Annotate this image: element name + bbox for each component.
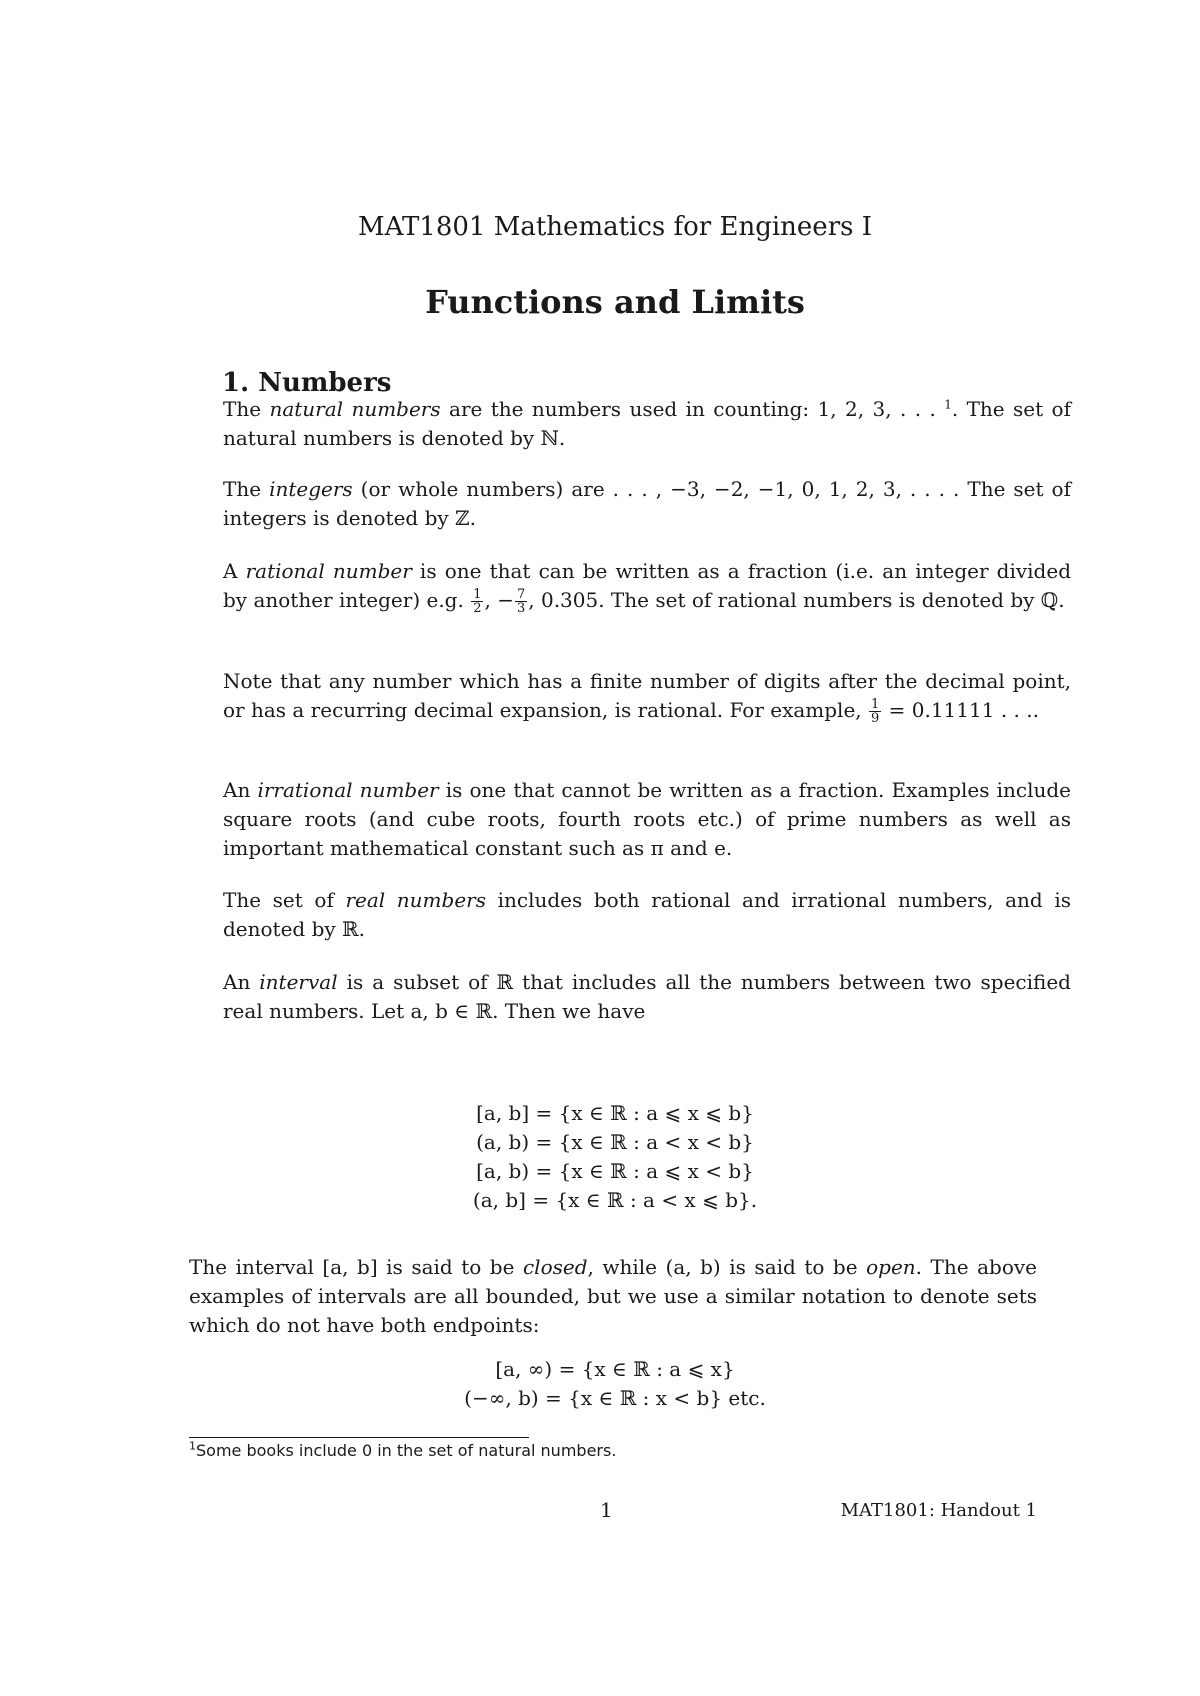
term-closed: closed [522, 1255, 588, 1279]
term-natural-numbers: natural numbers [269, 397, 441, 421]
text-fragment: , while (a, b) is said to be [587, 1255, 867, 1279]
paragraph-natural-numbers [189, 395, 1071, 453]
page-number: 1 [600, 1498, 613, 1522]
paragraph-closed-open [189, 1253, 1037, 1340]
equation-closed-interval: [a, b] = {x ∈ ℝ : a ⩽ x ⩽ b} [476, 1101, 754, 1125]
text-fragment: , 0.305. The set of rational numbers is denoted by ℚ. [528, 588, 1065, 612]
text-fragment: Note that any number which has a finite number of digits after the decimal point, or has a recurring decimal expansion, is rational. For example, [223, 669, 1071, 722]
term-integers: integers [269, 477, 353, 501]
equation-half-open-left: (a, b] = {x ∈ ℝ : a < x ⩽ b}. [472, 1188, 758, 1212]
equation-open-interval: (a, b) = {x ∈ ℝ : a < x < b} [476, 1130, 754, 1154]
text-fragment: , − [484, 588, 514, 612]
term-open: open [866, 1255, 916, 1279]
fraction-one-ninth [869, 698, 881, 725]
paragraph-interval [189, 968, 1071, 1026]
term-rational-number: rational number [245, 559, 412, 583]
equations-unbounded-intervals [0, 1355, 1200, 1413]
footnote-divider [189, 1437, 529, 1438]
text-fragment: is one that can be written as a fraction (i.e. an integer divided by another integer) e.g. [223, 559, 1071, 612]
text-fragment: . The above examples of intervals are all bounded, but we use a similar notation to denote sets which do not have both endpoints: [189, 1255, 1038, 1337]
text-fragment: An [223, 970, 260, 994]
course-title: MAT1801 Mathematics for Engineers I [357, 212, 873, 242]
fraction-denominator: 2 [473, 601, 482, 616]
text-fragment: is one that cannot be written as a fraction. Examples include square roots (and cube roots, fourth roots etc.) of prime numbers as well as important mathematical constant such as π and e. [223, 778, 1072, 860]
text-fragment: The [223, 397, 270, 421]
paragraph-real-numbers [189, 886, 1071, 944]
section-heading: 1. Numbers [222, 368, 392, 398]
term-interval: interval [259, 970, 338, 994]
equations-bounded-intervals [0, 1099, 1200, 1215]
fraction-numerator: 1 [473, 587, 482, 602]
footnote-mark: 1 [189, 1439, 196, 1453]
term-real-numbers: real numbers [345, 888, 486, 912]
text-fragment: A [223, 559, 246, 583]
text-fragment: includes both rational and irrational numbers, and is denoted by ℝ. [223, 888, 1071, 941]
footnote-text: Some books include 0 in the set of natural numbers. [196, 1441, 617, 1460]
fraction-one-half [471, 588, 483, 615]
term-irrational-number: irrational number [257, 778, 439, 802]
paragraph-irrational [189, 776, 1071, 863]
text-fragment: = 0.11111 . . .. [882, 698, 1039, 722]
text-fragment: . The set of natural numbers is denoted by ℕ. [223, 397, 1071, 450]
text-fragment: The set of [223, 888, 346, 912]
text-fragment: is a subset of ℝ that includes all the numbers between two specified real numbers. Let a, b ∈ ℝ. Then we have [223, 970, 1071, 1023]
fraction-seven-thirds [515, 588, 527, 615]
text-fragment: are the numbers used in counting: 1, 2, 3, . . . [440, 397, 945, 421]
fraction-denominator: 9 [871, 711, 880, 726]
footnote [189, 1441, 616, 1460]
fraction-numerator: 1 [871, 697, 880, 712]
paragraph-rational [189, 557, 1071, 615]
equation-half-open-right: [a, b) = {x ∈ ℝ : a ⩽ x < b} [476, 1159, 754, 1183]
paragraph-finite-digits [189, 667, 1071, 725]
fraction-denominator: 3 [516, 601, 526, 616]
main-title: Functions and Limits [425, 283, 805, 321]
paragraph-integers [189, 475, 1071, 533]
text-fragment: The [223, 477, 270, 501]
text-fragment: The interval [a, b] is said to be [189, 1255, 523, 1279]
footnote-reference: 1 [944, 397, 952, 412]
equation-unbounded-right: [a, ∞) = {x ∈ ℝ : a ⩽ x} [495, 1357, 735, 1381]
text-fragment: An [223, 778, 258, 802]
fraction-numerator: 7 [516, 587, 526, 602]
equation-unbounded-left: (−∞, b) = {x ∈ ℝ : x < b} etc. [464, 1386, 766, 1410]
handout-label: MAT1801: Handout 1 [840, 1500, 1037, 1521]
text-fragment: (or whole numbers) are . . . , −3, −2, −1, 0, 1, 2, 3, . . . . The set of integers is denoted by ℤ. [223, 477, 1071, 530]
